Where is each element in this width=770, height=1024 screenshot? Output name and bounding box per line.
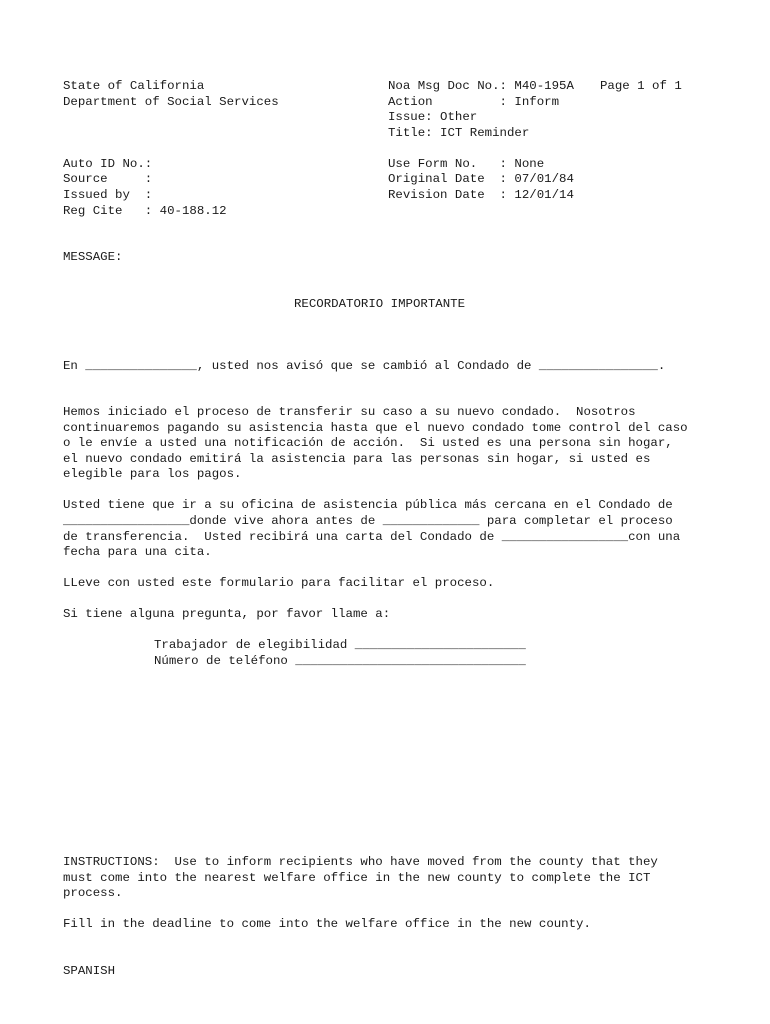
instructions-line: process. [63, 886, 123, 900]
header-page: Page 1 of 1 [600, 79, 682, 93]
header-issue: Issue: Other [388, 110, 478, 124]
para2-line: de transferencia. Usted recibirá una carta del Condado de _________________con una [63, 530, 681, 544]
language-label: SPANISH [63, 964, 116, 978]
header-doc-no: Noa Msg Doc No.: M40-195A [388, 79, 574, 93]
meta-use-form: Use Form No. : None [388, 157, 545, 171]
para2-line: fecha para una cita. [63, 545, 212, 559]
message-label: MESSAGE: [63, 250, 123, 264]
meta-issued-by: Issued by : [63, 188, 153, 202]
meta-original-date: Original Date : 07/01/84 [388, 172, 574, 186]
para1-line: Hemos iniciado el proceso de transferir su caso a su nuevo condado. Nosotros [63, 405, 636, 419]
header-title: Title: ICT Reminder [388, 126, 530, 140]
meta-auto-id: Auto ID No.: [63, 157, 153, 171]
header-state: State of California [63, 79, 205, 93]
para1-line: o le envíe a usted una notificación de acción. Si usted es una persona sin hogar, [63, 436, 673, 450]
para3-line: LLeve con usted este formulario para facilitar el proceso. [63, 576, 495, 590]
para1-line: continuaremos pagando su asistencia hasta que el nuevo condado tome control del caso [63, 421, 688, 435]
instructions-deadline: Fill in the deadline to come into the welfare office in the new county. [63, 917, 591, 931]
header-department: Department of Social Services [63, 95, 279, 109]
meta-revision-date: Revision Date : 12/01/14 [388, 188, 574, 202]
contact-worker: Trabajador de elegibilidad _______________________ [154, 638, 526, 652]
instructions-line: must come into the nearest welfare office in the new county to complete the ICT [63, 871, 651, 885]
para2-line: Usted tiene que ir a su oficina de asistencia pública más cercana en el Condado de [63, 498, 673, 512]
meta-source: Source : [63, 172, 153, 186]
para1-line: elegible para los pagos. [63, 467, 242, 481]
intro-line: En _______________, usted nos avisó que se cambió al Condado de ________________. [63, 359, 666, 373]
message-heading: RECORDATORIO IMPORTANTE [294, 297, 466, 311]
para2-line: _________________donde vive ahora antes de _____________ para completar el proceso [63, 514, 673, 528]
contact-phone: Número de teléfono _______________________________ [154, 654, 526, 668]
para4-line: Si tiene alguna pregunta, por favor llame a: [63, 607, 391, 621]
instructions-line: INSTRUCTIONS: Use to inform recipients who have moved from the county that they [63, 855, 658, 869]
para1-line: el nuevo condado emitirá la asistencia para las personas sin hogar, si usted es [63, 452, 651, 466]
meta-reg-cite: Reg Cite : 40-188.12 [63, 204, 227, 218]
header-action: Action : Inform [388, 95, 560, 109]
